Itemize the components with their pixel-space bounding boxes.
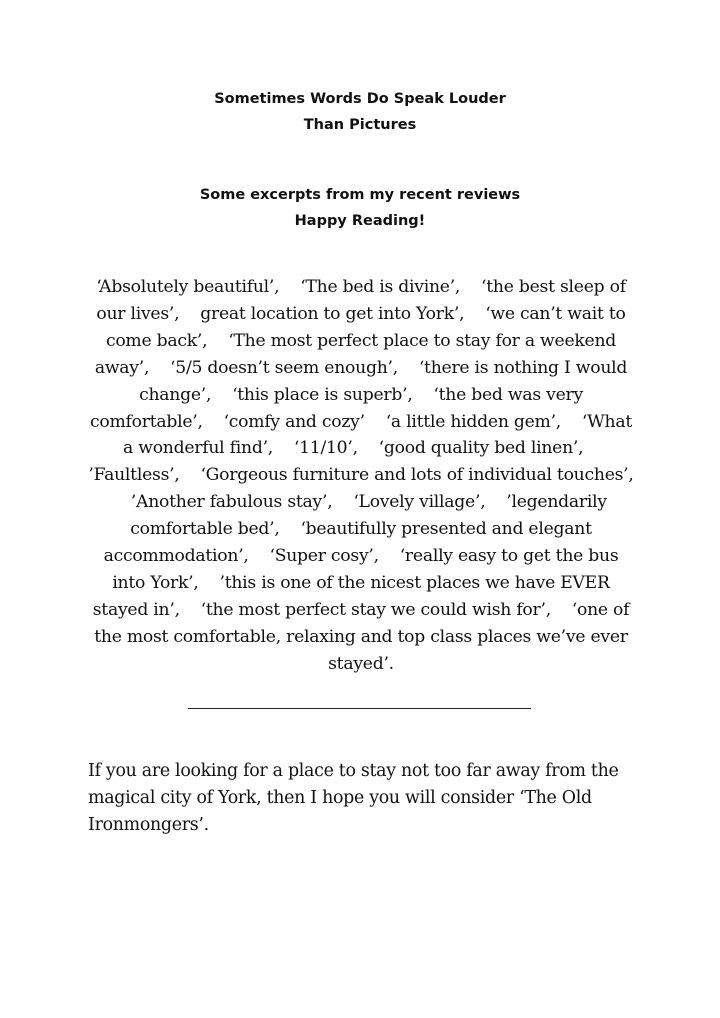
page-subtitle xyxy=(0,182,720,234)
review-quote: ‘good quality bed linen’, xyxy=(378,438,584,459)
review-quote: ‘Lovely village’, xyxy=(353,492,486,513)
review-quote: ‘5/5 doesn’t seem enough’, xyxy=(170,357,398,378)
review-quote: ‘we can’t wait to come back’, xyxy=(105,303,626,351)
review-excerpts xyxy=(86,274,636,678)
review-quote: ‘there is nothing I would change’, xyxy=(139,357,628,405)
subtitle-line-1: Some excerpts from my recent reviews xyxy=(199,187,521,203)
review-quote: ’legendarily comfortable bed’, xyxy=(130,492,607,540)
closing-paragraph: If you are looking for a place to stay not too far away from the magical city of York, then I hope you will consider ‘The Old Ironmongers’. xyxy=(88,761,619,835)
review-quote: ‘comfy and cozy’ xyxy=(223,411,365,432)
review-quote: ‘this place is superb’, xyxy=(232,384,413,405)
page-title xyxy=(0,86,720,138)
review-quote: ‘the best sleep of our lives’, xyxy=(96,277,626,324)
review-quote: ‘Gorgeous furniture and lots of individual touches’, xyxy=(200,465,634,486)
review-quote: ‘11/10’, xyxy=(293,438,358,459)
review-quote: ‘the most perfect stay we could wish for’, xyxy=(200,599,551,620)
review-quote: ‘beautifully presented and elegant accommodation’, xyxy=(103,519,592,567)
review-quote: ‘What a wonderful find’, xyxy=(123,411,632,459)
section-divider xyxy=(188,708,531,709)
review-quote: ‘a little hidden gem’, xyxy=(385,411,562,432)
review-quote: ’Faultless’, xyxy=(88,465,180,486)
review-quote: ’Another fabulous stay’, xyxy=(130,492,333,513)
review-quote: ‘one of the most comfortable, relaxing and top class places we’ve ever stayed’. xyxy=(94,599,630,674)
review-quote: ’this is one of the nicest places we have EVER stayed in’, xyxy=(92,572,610,620)
review-quote: ‘really easy to get the bus into York’, xyxy=(112,546,619,593)
title-line-2: Than Pictures xyxy=(303,117,417,133)
review-quote: ‘The bed is divine’, xyxy=(300,277,461,297)
review-quote: ‘The most perfect place to stay for a weekend away’, xyxy=(94,330,617,378)
review-quote: ‘Super cosy’, xyxy=(269,546,379,567)
title-line-1: Sometimes Words Do Speak Louder xyxy=(214,91,506,107)
review-quote: ‘the bed was very comfortable’, xyxy=(90,384,583,432)
review-quote: ‘Absolutely beautiful’, xyxy=(96,277,280,297)
review-quote: great location to get into York’, xyxy=(200,303,465,324)
subtitle-line-2: Happy Reading! xyxy=(294,213,426,229)
